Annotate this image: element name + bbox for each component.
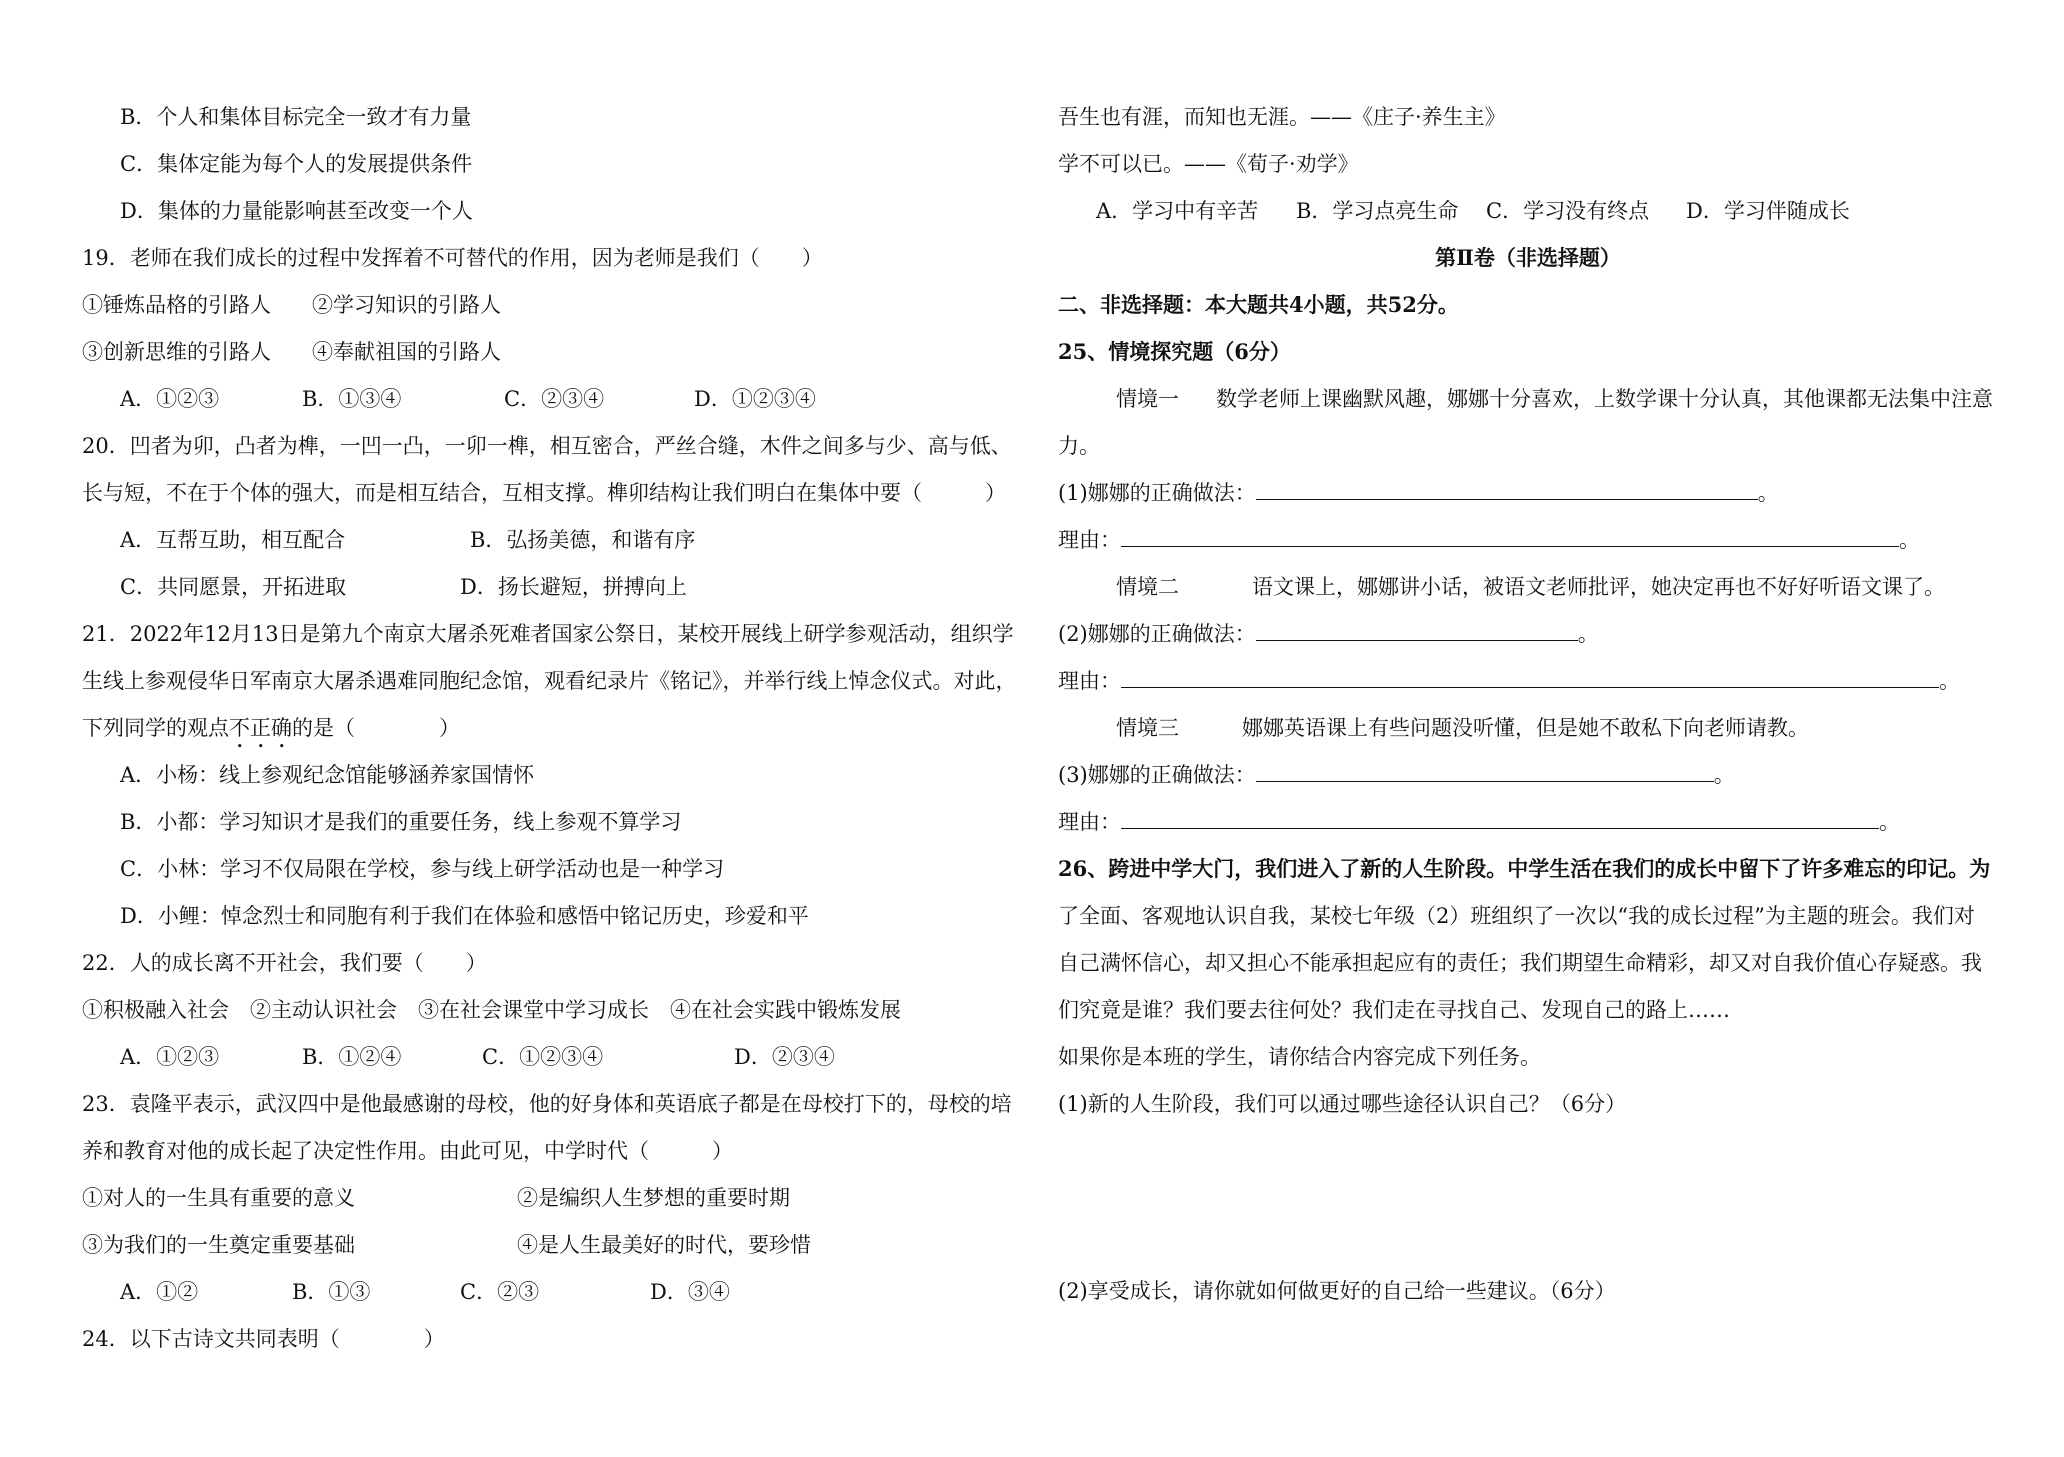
q25-answer-3-line[interactable] xyxy=(1256,755,1714,782)
q26-sub-question-1: (1)新的人生阶段，我们可以通过哪些途径认识自己？（6分） xyxy=(1058,1092,1627,1116)
q21-option-a: A．小杨：线上参观纪念馆能够涵养家国情怀 xyxy=(120,763,535,787)
q25-reason-2-end: 。 xyxy=(1939,669,1960,693)
q25-reason-3-end: 。 xyxy=(1879,810,1900,834)
q23-option-d: D．③④ xyxy=(650,1280,730,1304)
q24-quote-1: 吾生也有涯，而知也无涯。——《庄子·养生主》 xyxy=(1058,105,1506,129)
q25-answer-3-end: 。 xyxy=(1713,763,1735,787)
q26-stem-text-1: 26、跨进中学大门，我们进入了新的人生阶段。中学生活在我们的成长中留下了许多难忘的印记。为 xyxy=(1058,856,1991,881)
q22-stem: 22．人的成长离不开社会，我们要（ ） xyxy=(82,951,487,975)
q19-option-a: A．①②③ xyxy=(120,387,220,411)
q19-item-2: ②学习知识的引路人 xyxy=(312,293,501,317)
q23-items-row1 xyxy=(82,1178,1022,1225)
q18-option-d: D．集体的力量能影响甚至改变一个人 xyxy=(120,199,473,223)
q23-option-b: B．①③ xyxy=(292,1280,371,1304)
q23-item-1: ①对人的一生具有重要的意义 xyxy=(82,1186,355,1210)
q23-option-c: C．②③ xyxy=(460,1280,540,1304)
q19-stem: 19．老师在我们成长的过程中发挥着不可替代的作用，因为老师是我们（ ） xyxy=(82,246,823,270)
q21-stem-line1: 21．2022年12月13日是第九个南京大屠杀死难者国家公祭日，某校开展线上研学参观活动，组织学 xyxy=(82,622,1014,646)
q25-scenario-2 xyxy=(1058,567,1998,614)
q22-items: ①积极融入社会 ②主动认识社会 ③在社会课堂中学习成长 ④在社会实践中锻炼发展 xyxy=(82,998,901,1022)
q22-option-d: D．②③④ xyxy=(734,1045,835,1069)
q20-option-c: C．共同愿景，开拓进取 xyxy=(120,575,347,599)
q26-stem-line2: 了全面、客观地认识自我，某校七年级（2）班组织了一次以“我的成长过程”为主题的班会。我们对 xyxy=(1058,904,1975,928)
q25-scenario-3-text: 娜娜英语课上有些问题没听懂，但是她不敢私下向老师请教。 xyxy=(1242,716,1809,740)
q20-option-d: D．扬长避短，拼搏向上 xyxy=(460,575,687,599)
q19-item-4: ④奉献祖国的引路人 xyxy=(312,340,501,364)
q23-stem-line1: 23．袁隆平表示，武汉四中是他最感谢的母校，他的好身体和英语底子都是在母校打下的，母校的培 xyxy=(82,1092,1012,1116)
q18-option-c: C．集体定能为每个人的发展提供条件 xyxy=(120,152,473,176)
q23-option-a: A．①② xyxy=(120,1280,199,1304)
q25-reason-3[interactable] xyxy=(1058,802,1998,849)
q25-reason-1-label: 理由： xyxy=(1058,528,1121,552)
q24-quote-2: 学不可以已。——《荀子·劝学》 xyxy=(1058,152,1359,176)
q25-prompt-2: (2)娜娜的正确做法： xyxy=(1058,622,1256,646)
q21-emphasis: 不正确 xyxy=(229,716,292,740)
q25-answer-2[interactable] xyxy=(1058,614,1998,661)
q25-reason-2-line[interactable] xyxy=(1121,661,1939,688)
q24-stem: 24．以下古诗文共同表明（ ） xyxy=(82,1327,445,1351)
q26-sub-question-2: (2)享受成长，请你就如何做更好的自己给一些建议。（6分） xyxy=(1058,1279,1616,1303)
q25-reason-1[interactable] xyxy=(1058,520,1998,567)
q25-answer-1-line[interactable] xyxy=(1256,473,1758,500)
q20-option-b: B．弘扬美德，和谐有序 xyxy=(470,528,696,552)
part2-title: 第Ⅱ卷（非选择题） xyxy=(1435,245,1621,270)
q19-options xyxy=(82,379,1022,426)
q20-option-a: A．互帮互助，相互配合 xyxy=(120,528,346,552)
q21-option-b: B．小都：学习知识才是我们的重要任务，线上参观不算学习 xyxy=(120,810,682,834)
q25-scenario-1 xyxy=(1058,379,1998,426)
q23-items-row2 xyxy=(82,1225,1022,1272)
q25-reason-2-label: 理由： xyxy=(1058,669,1121,693)
q25-answer-2-line[interactable] xyxy=(1256,614,1578,641)
q23-stem-line2: 养和教育对他的成长起了决定性作用。由此可见，中学时代（ ） xyxy=(82,1139,733,1163)
q26-stem-line3: 自己满怀信心，却又担心不能承担起应有的责任；我们期望生命精彩，却又对自我价值心存疑惑。我 xyxy=(1058,951,1982,975)
q24-option-c: C．学习没有终点 xyxy=(1486,199,1650,223)
q19-option-b: B．①③④ xyxy=(302,387,402,411)
q19-item-1: ①锤炼品格的引路人 xyxy=(82,293,271,317)
q25-scenario-3-label: 情境三 xyxy=(1116,716,1179,740)
q25-scenario-3 xyxy=(1058,708,1998,755)
q21-stem-line2: 生线上参观侵华日军南京大屠杀遇难同胞纪念馆，观看纪录片《铭记》，并举行线上悼念仪式。对此， xyxy=(82,669,1017,693)
q25-reason-1-end: 。 xyxy=(1899,528,1920,552)
q25-reason-1-line[interactable] xyxy=(1121,520,1899,547)
q23-options xyxy=(82,1272,1022,1319)
q21-option-c: C．小林：学习不仅局限在学校，参与线上研学活动也是一种学习 xyxy=(120,857,725,881)
q20-options-row2 xyxy=(82,567,1022,614)
q26-answer-space-1[interactable] xyxy=(1058,1131,1998,1271)
q22-option-c: C．①②③④ xyxy=(482,1045,604,1069)
section2-heading: 二、非选择题：本大题共4小题，共52分。 xyxy=(1058,292,1459,317)
left-column xyxy=(82,97,1022,1366)
q25-answer-1[interactable] xyxy=(1058,473,1998,520)
q25-answer-3[interactable] xyxy=(1058,755,1998,802)
q21-stem-pre: 下列同学的观点 xyxy=(82,716,229,740)
q25-scenario-1-label: 情境一 xyxy=(1116,387,1179,411)
q25-title: 25、情境探究题（6分） xyxy=(1058,339,1291,364)
q22-options xyxy=(82,1037,1022,1084)
q25-scenario-2-label: 情境二 xyxy=(1116,575,1179,599)
q25-answer-2-end: 。 xyxy=(1577,622,1599,646)
q24-option-d: D．学习伴随成长 xyxy=(1686,199,1850,223)
q25-scenario-1-cont: 力。 xyxy=(1058,434,1100,458)
q25-reason-2[interactable] xyxy=(1058,661,1998,708)
q25-prompt-3: (3)娜娜的正确做法： xyxy=(1058,763,1256,787)
q19-items-row1 xyxy=(82,285,1022,332)
q24-option-b: B．学习点亮生命 xyxy=(1296,199,1459,223)
q19-items-row2 xyxy=(82,332,1022,379)
q23-item-4: ④是人生最美好的时代，要珍惜 xyxy=(517,1233,811,1257)
q25-prompt-1: (1)娜娜的正确做法： xyxy=(1058,481,1256,505)
right-column xyxy=(1058,97,1998,1430)
q22-option-b: B．①②④ xyxy=(302,1045,402,1069)
q25-reason-3-line[interactable] xyxy=(1121,802,1879,829)
q24-option-a: A．学习中有辛苦 xyxy=(1096,199,1259,223)
q20-stem-line2: 长与短，不在于个体的强大，而是相互结合，互相支撑。榫卯结构让我们明白在集体中要（ ） xyxy=(82,481,1006,505)
q25-scenario-1-text: 数学老师上课幽默风趣，娜娜十分喜欢，上数学课十分认真，其他课都无法集中注意 xyxy=(1216,387,1993,411)
q23-item-2: ②是编织人生梦想的重要时期 xyxy=(517,1186,790,1210)
q26-task: 如果你是本班的学生，请你结合内容完成下列任务。 xyxy=(1058,1045,1541,1069)
q20-stem-line1: 20．凹者为卯，凸者为榫，一凹一凸，一卯一榫，相互密合，严丝合缝，木件之间多与少、高与低、 xyxy=(82,434,1012,458)
q20-options-row1 xyxy=(82,520,1022,567)
q25-scenario-2-text: 语文课上，娜娜讲小话，被语文老师批评，她决定再也不好好听语文课了。 xyxy=(1252,575,1945,599)
q21-stem-post: 的是（ ） xyxy=(292,716,460,740)
q19-item-3: ③创新思维的引路人 xyxy=(82,340,271,364)
q21-option-d: D．小鲤：悼念烈士和同胞有利于我们在体验和感悟中铭记历史，珍爱和平 xyxy=(120,904,809,928)
q21-stem-line3 xyxy=(82,708,1022,755)
q19-option-d: D．①②③④ xyxy=(694,387,816,411)
q22-option-a: A．①②③ xyxy=(120,1045,220,1069)
q25-reason-3-label: 理由： xyxy=(1058,810,1121,834)
q26-answer-space-2[interactable] xyxy=(1058,1318,1998,1430)
q24-options xyxy=(1058,191,1998,238)
q23-item-3: ③为我们的一生奠定重要基础 xyxy=(82,1233,355,1257)
q18-option-b: B．个人和集体目标完全一致才有力量 xyxy=(120,105,472,129)
q25-answer-1-end: 。 xyxy=(1757,481,1779,505)
q26-stem-line4: 们究竟是谁？我们要去往何处？我们走在寻找自己、发现自己的路上…… xyxy=(1058,998,1730,1022)
q19-option-c: C．②③④ xyxy=(504,387,605,411)
q26-stem-line1 xyxy=(1058,849,1998,896)
